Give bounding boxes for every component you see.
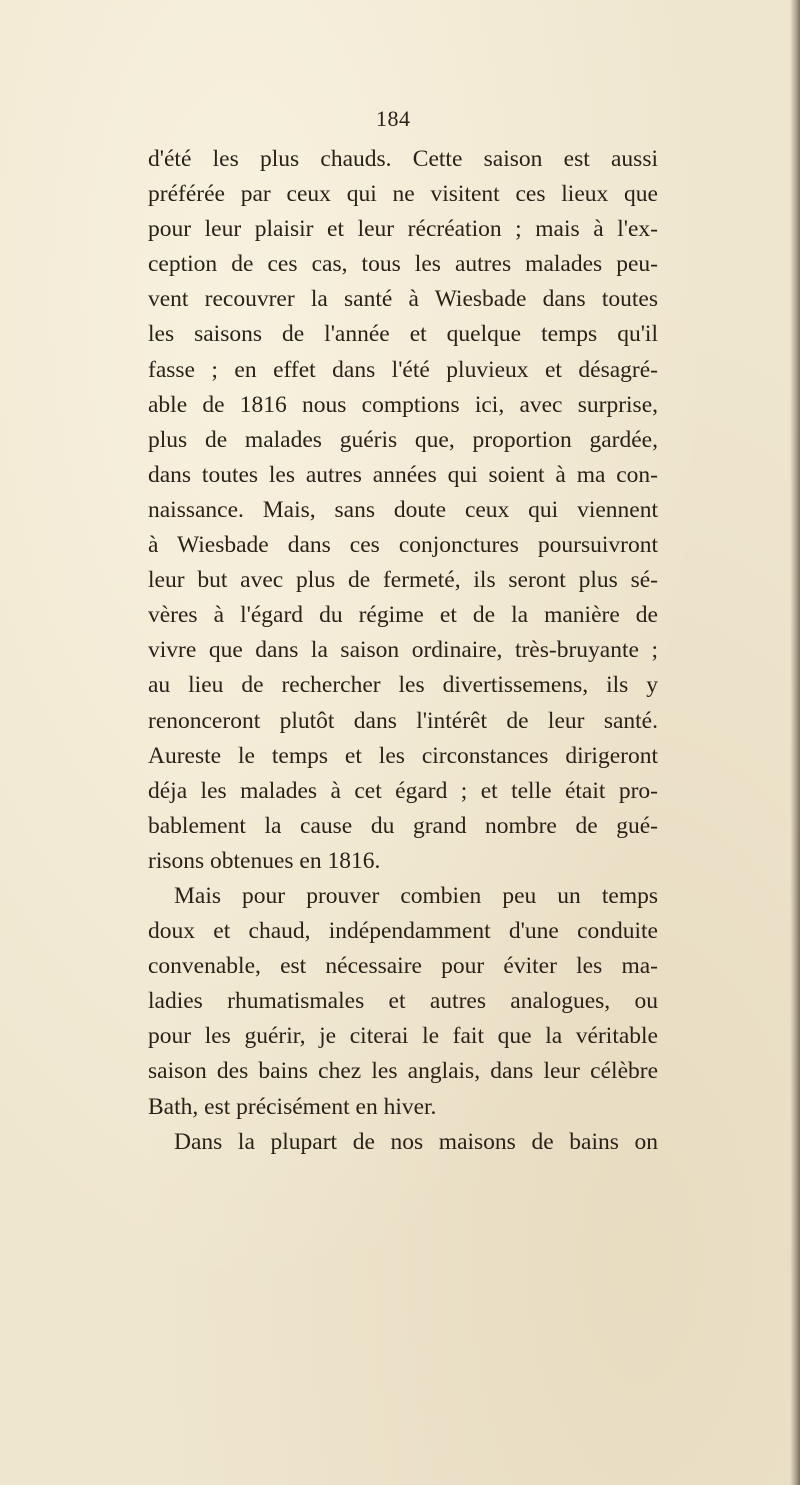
text-line: déja les malades à cet égard ; et telle était pro- bbox=[148, 777, 658, 804]
text-line: préférée par ceux qui ne visitent ces lieux que bbox=[148, 181, 658, 208]
text-line: vères à l'égard du régime et de la manière de bbox=[148, 602, 658, 629]
body-text bbox=[148, 142, 658, 1160]
text-line: pour les guérir, je citerai le fait que la véritable bbox=[148, 1023, 658, 1050]
text-line: d'été les plus chauds. Cette saison est aussi bbox=[148, 146, 658, 172]
text-line: au lieu de rechercher les divertissemens, ils y bbox=[148, 672, 658, 699]
text-line: Bath, est précisément en hiver. bbox=[148, 1093, 437, 1120]
text-line: fasse ; en effet dans l'été pluvieux et désagré- bbox=[148, 356, 658, 383]
text-line: Aureste le temps et les circonstances dirigeront bbox=[148, 742, 658, 769]
text-line: risons obtenues en 1816. bbox=[148, 847, 381, 874]
text-line: renonceront plutôt dans l'intérêt de leur santé. bbox=[148, 707, 658, 734]
text-line: able de 1816 nous comptions ici, avec surprise, bbox=[148, 391, 658, 418]
text-line: ception de ces cas, tous les autres malades peu- bbox=[148, 251, 658, 278]
text-line: vent recouvrer la santé à Wiesbade dans toutes bbox=[148, 286, 658, 313]
text-line: Dans la plupart de nos maisons de bains on bbox=[174, 1128, 658, 1155]
text-line: vivre que dans la saison ordinaire, très-bruyante ; bbox=[148, 637, 658, 664]
text-line: Mais pour prouver combien peu un temps bbox=[174, 882, 658, 909]
text-line: convenable, est nécessaire pour éviter les ma- bbox=[148, 953, 658, 980]
text-line: dans toutes les autres années qui soient à ma con- bbox=[148, 461, 658, 488]
text-line: pour leur plaisir et leur récréation ; mais à l'ex- bbox=[148, 216, 658, 243]
text-line: leur but avec plus de fermeté, ils seront plus sé- bbox=[148, 567, 658, 594]
text-line: naissance. Mais, sans doute ceux qui viennent bbox=[148, 496, 658, 523]
page-edge-shadow bbox=[790, 0, 800, 1485]
text-line: plus de malades guéris que, proportion gardée, bbox=[148, 426, 658, 453]
text-line: saison des bains chez les anglais, dans leur célèbre bbox=[148, 1058, 658, 1085]
text-line: bablement la cause du grand nombre de gué- bbox=[148, 812, 658, 839]
page-number: 184 bbox=[376, 106, 411, 131]
text-line: ladies rhumatismales et autres analogues, ou bbox=[148, 988, 658, 1015]
text-line: doux et chaud, indépendamment d'une conduite bbox=[148, 918, 658, 945]
text-line: à Wiesbade dans ces conjonctures poursuivront bbox=[148, 532, 658, 559]
text-line: les saisons de l'année et quelque temps qu'il bbox=[148, 321, 658, 348]
